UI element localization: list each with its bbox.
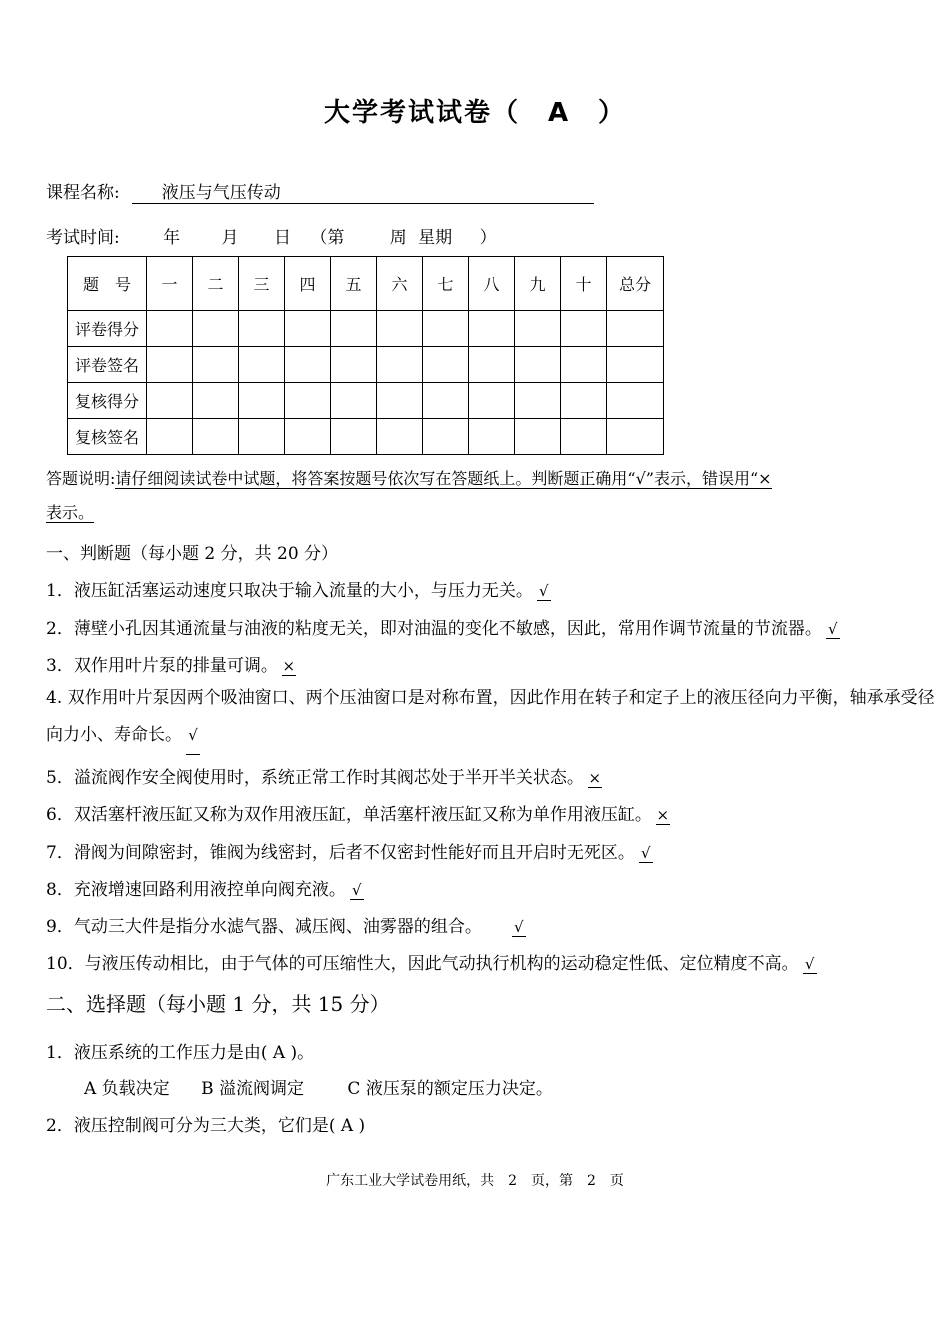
list-item <box>46 838 653 863</box>
score-cell <box>331 419 377 455</box>
score-cell <box>515 311 561 347</box>
score-cell <box>331 383 377 419</box>
header-cell: 二 <box>193 257 239 311</box>
week-close: ） <box>479 228 497 248</box>
option-b: B 溢流阀调定 <box>201 1079 304 1099</box>
score-cell <box>469 419 515 455</box>
answer-mark: × <box>588 769 602 787</box>
header-cell: 五 <box>331 257 377 311</box>
score-cell <box>239 347 285 383</box>
exam-time-label: 考试时间: <box>46 228 120 248</box>
course-row <box>46 178 594 204</box>
score-cell <box>193 419 239 455</box>
list-item <box>46 763 602 788</box>
question-text: 9．气动三大件是指分水滤气器、减压阀、油雾器的组合。 <box>46 917 482 937</box>
question-text: 5．溢流阀作安全阀使用时，系统正常工作时其阀芯处于半开半关状态。 <box>46 768 584 788</box>
score-cell <box>147 347 193 383</box>
list-item <box>46 680 941 755</box>
score-cell <box>239 419 285 455</box>
question-text: 8．充液增速回路利用液控单向阀充液。 <box>46 880 346 900</box>
instructions-text-1: 请仔细阅读试卷中试题，将答案按题号依次写在答题纸上。判断题正确用“ <box>115 469 636 488</box>
score-table-header <box>68 257 664 311</box>
answer-mark: √ <box>639 844 653 863</box>
header-cell: 十 <box>561 257 607 311</box>
header-cell: 八 <box>469 257 515 311</box>
score-cell <box>423 311 469 347</box>
score-cell <box>239 311 285 347</box>
section2-heading: 二、选择题（每小题 1 分，共 15 分） <box>46 992 390 1016</box>
score-cell <box>377 383 423 419</box>
year-label: 年 <box>163 228 181 248</box>
table-row <box>68 383 664 419</box>
question-text: 6．双活塞杆液压缸又称为双作用液压缸，单活塞杆液压缸又称为单作用液压缸。 <box>46 805 652 825</box>
option-c: C 液压泵的额定压力决定。 <box>347 1079 553 1099</box>
instructions-text-2: ”表示，错误用“ <box>645 469 759 488</box>
list-item: 2．液压控制阀可分为三大类，它们是( A ) <box>46 1116 366 1136</box>
header-cell: 总分 <box>607 257 664 311</box>
week-open: （第 <box>310 228 345 248</box>
header-cell: 题 号 <box>68 257 147 311</box>
score-cell <box>285 383 331 419</box>
score-cell <box>193 383 239 419</box>
score-cell <box>193 347 239 383</box>
table-row <box>68 347 664 383</box>
score-cell <box>285 311 331 347</box>
score-cell <box>561 419 607 455</box>
score-cell <box>469 311 515 347</box>
question-text: 2．薄壁小孔因其通流量与油液的粘度无关，即对油温的变化不敏感，因此，常用作调节流量的节流器。 <box>46 619 822 639</box>
question-text: 10．与液压传动相比，由于气体的可压缩性大，因此气动执行机构的运动稳定性低、定位精度不高。 <box>46 954 799 974</box>
row-label: 复核得分 <box>68 383 147 419</box>
score-cell <box>561 383 607 419</box>
score-cell <box>515 419 561 455</box>
list-item <box>46 651 296 676</box>
score-cell <box>423 347 469 383</box>
week-label: 周 <box>389 228 407 248</box>
question-text: 1．液压缸活塞运动速度只取决于输入流量的大小，与压力无关。 <box>46 581 533 601</box>
table-row <box>68 311 664 347</box>
answer-mark: × <box>656 806 670 824</box>
table-row <box>68 419 664 455</box>
score-cell <box>285 419 331 455</box>
question-text: 3．双作用叶片泵的排量可调。 <box>46 656 278 676</box>
score-cell <box>607 347 664 383</box>
options-row <box>84 1074 579 1099</box>
exam-time-row <box>46 223 497 248</box>
answer-mark: √ <box>826 620 840 639</box>
answer-mark: √ <box>186 717 200 755</box>
instructions <box>46 462 936 530</box>
header-cell: 九 <box>515 257 561 311</box>
score-cell <box>423 383 469 419</box>
list-item <box>46 614 840 639</box>
score-cell <box>331 311 377 347</box>
course-label: 课程名称: <box>46 183 120 203</box>
answer-mark: × <box>282 657 296 675</box>
score-cell <box>561 311 607 347</box>
option-a: A 负载决定 <box>84 1079 170 1099</box>
question-text: 4. 双作用叶片泵因两个吸油窗口、两个压油窗口是对称布置，因此作用在转子和定子上的液压径向力平衡，轴承承受径向力小、寿命长。 <box>46 688 935 745</box>
section1-heading: 一、判断题（每小题 2 分，共 20 分） <box>46 544 339 564</box>
mark-false-symbol: × <box>758 469 772 488</box>
instructions-text-3: 表示。 <box>46 503 95 522</box>
score-cell <box>147 311 193 347</box>
course-value: 液压与气压传动 <box>132 183 594 204</box>
row-label: 复核签名 <box>68 419 147 455</box>
page-footer: 广东工业大学试卷用纸，共 2 页，第 2 页 <box>326 1173 624 1189</box>
score-cell <box>607 383 664 419</box>
score-cell <box>193 311 239 347</box>
score-cell <box>423 419 469 455</box>
page-title: 大学考试试卷（ A ） <box>323 98 627 128</box>
mark-true-symbol: √ <box>635 469 646 488</box>
weekday-label: 星期 <box>418 228 453 248</box>
score-cell <box>285 347 331 383</box>
score-cell <box>607 311 664 347</box>
header-cell: 六 <box>377 257 423 311</box>
answer-mark: √ <box>537 582 551 601</box>
score-cell <box>469 347 515 383</box>
list-item <box>46 875 364 900</box>
score-cell <box>561 347 607 383</box>
score-cell <box>377 347 423 383</box>
score-cell <box>239 383 285 419</box>
list-item <box>46 912 526 937</box>
score-cell <box>147 419 193 455</box>
header-cell: 一 <box>147 257 193 311</box>
answer-mark: √ <box>512 918 526 937</box>
list-item <box>46 576 551 601</box>
score-cell <box>147 383 193 419</box>
header-cell: 七 <box>423 257 469 311</box>
score-cell <box>607 419 664 455</box>
answer-mark: √ <box>350 881 364 900</box>
score-table <box>67 256 664 455</box>
instructions-label: 答题说明: <box>46 469 116 488</box>
answer-mark: √ <box>803 955 817 974</box>
day-label: 日 <box>273 228 291 248</box>
list-item <box>46 949 817 974</box>
question-text: 7．滑阀为间隙密封，锥阀为线密封，后者不仅密封性能好而且开启时无死区。 <box>46 843 635 863</box>
header-cell: 三 <box>239 257 285 311</box>
score-cell <box>377 419 423 455</box>
list-item <box>46 800 670 825</box>
month-label: 月 <box>221 228 239 248</box>
row-label: 评卷签名 <box>68 347 147 383</box>
score-cell <box>515 347 561 383</box>
score-cell <box>331 347 377 383</box>
row-label: 评卷得分 <box>68 311 147 347</box>
score-cell <box>469 383 515 419</box>
header-cell: 四 <box>285 257 331 311</box>
score-cell <box>377 311 423 347</box>
score-cell <box>515 383 561 419</box>
list-item: 1．液压系统的工作压力是由( A )。 <box>46 1043 315 1063</box>
